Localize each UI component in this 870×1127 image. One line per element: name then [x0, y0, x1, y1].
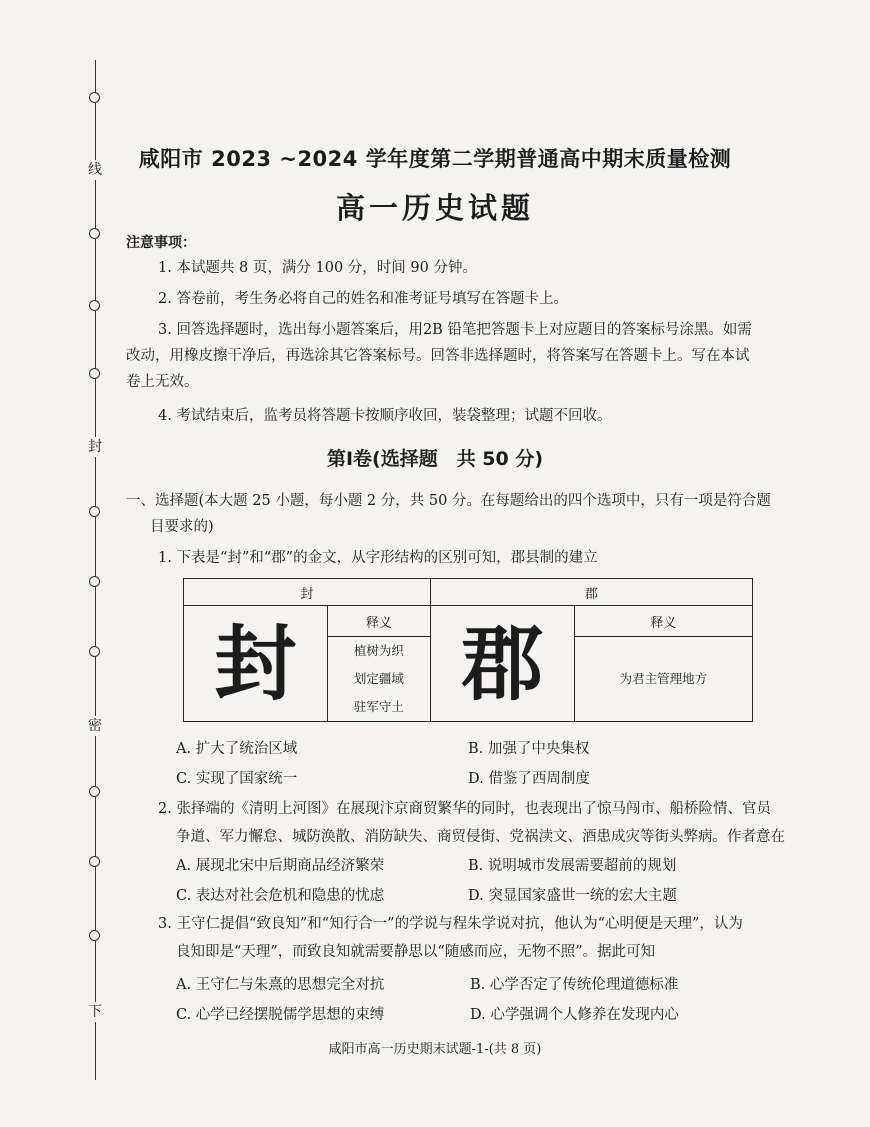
glyph-cell-feng [184, 606, 328, 722]
meaning-head: 释义 [328, 606, 431, 637]
binding-circle [89, 300, 100, 311]
q1-option-a: A. 扩大了统治区域 [176, 741, 298, 757]
binding-circle [89, 576, 100, 587]
q1-option-c: C. 实现了国家统一 [176, 771, 298, 787]
binding-circle [89, 856, 100, 867]
q1-option-d: D. 借鉴了西周制度 [468, 771, 590, 787]
jun-meaning: 为君主管理地方 [574, 637, 752, 722]
binding-mark-xian: 线 [85, 160, 105, 180]
binding-mark-mi: 密 [85, 716, 105, 736]
page-footer: 咸阳市高一历史期末试题-1-(共 8 页) [328, 1042, 542, 1057]
binding-circle [89, 368, 100, 379]
notice-item: 卷上无效。 [126, 374, 199, 390]
binding-circle [89, 228, 100, 239]
binding-circle [89, 646, 100, 657]
exam-title: 咸阳市 2023 ~2024 学年度第二学期普通高中期末质量检测 [138, 147, 732, 171]
binding-circle [89, 506, 100, 517]
binding-circle [89, 786, 100, 797]
section-instruction: 目要求的) [150, 519, 214, 535]
question-3-stem: 3. 王守仁提倡“致良知”和“知行合一”的学说与程朱学说对抗，他认为“心明便是天理”，认为 [158, 916, 743, 932]
section-heading: 第Ⅰ卷(选择题 共 50 分) [326, 448, 544, 470]
meaning-item: 划定疆域 [353, 671, 404, 686]
table-header-jun: 郡 [430, 579, 752, 606]
binding-circle [89, 930, 100, 941]
question-2-stem: 2. 张择端的《清明上河图》在展现汴京商贸繁华的同时，也表现出了惊马闯市、船桥险情、官员 [158, 801, 771, 817]
q2-option-c: C. 表达对社会危机和隐患的忧虑 [176, 888, 385, 904]
glyph-cell-jun [430, 606, 574, 722]
question-1-stem: 1. 下表是“封”和“郡”的金文，从字形结构的区别可知，郡县制的建立 [158, 550, 598, 566]
feng-meanings [328, 637, 431, 722]
table-header-feng: 封 [184, 579, 431, 606]
bronze-glyph-feng: 封 [214, 615, 297, 712]
meaning-item: 驻军守土 [353, 699, 404, 714]
exam-subtitle: 高一历史试题 [335, 191, 534, 225]
binding-circle [89, 92, 100, 103]
notice-item: 改动，用橡皮擦干净后，再选涂其它答案标号。回答非选择题时，将答案写在答题卡上。写在本试 [126, 348, 750, 364]
question-2-stem: 争道、军力懈怠、城防涣散、消防缺失、商贸侵街、党祸渎文、酒患成灾等街头弊病。作者意在 [176, 829, 785, 845]
notice-item: 3. 回答选择题时，选出每小题答案后，用2B 铅笔把答题卡上对应题目的答案标号涂黑。如需 [158, 322, 752, 338]
question-3-stem: 良知即是“天理”，而致良知就需要静思以“随感而应，无物不照”。据此可知 [176, 944, 656, 960]
q2-option-a: A. 展现北宋中后期商品经济繁荣 [176, 858, 385, 874]
q3-option-a: A. 王守仁与朱熹的思想完全对抗 [176, 977, 385, 993]
notice-item: 4. 考试结束后，监考员将答题卡按顺序收回，装袋整理；试题不回收。 [158, 408, 612, 424]
q2-option-b: B. 说明城市发展需要超前的规划 [468, 858, 677, 874]
meaning-head: 释义 [574, 606, 752, 637]
notice-item: 1. 本试题共 8 页，满分 100 分，时间 90 分钟。 [158, 260, 477, 276]
bronze-glyph-jun: 郡 [461, 615, 544, 712]
q2-option-d: D. 突显国家盛世一统的宏大主题 [468, 888, 677, 904]
jinwen-table [183, 578, 753, 722]
q1-option-b: B. 加强了中央集权 [468, 741, 590, 757]
q3-option-d: D. 心学强调个人修养在发现内心 [470, 1007, 679, 1023]
binding-mark-feng: 封 [85, 437, 105, 457]
meaning-item: 植树为织 [353, 643, 404, 658]
q3-option-b: B. 心学否定了传统伦理道德标准 [470, 977, 679, 993]
q3-option-c: C. 心学已经摆脱儒学思想的束缚 [176, 1007, 385, 1023]
binding-mark-xia: 下 [85, 1002, 105, 1022]
notice-heading: 注意事项： [126, 235, 196, 251]
notice-item: 2. 答卷前，考生务必将自己的姓名和准考证号填写在答题卡上。 [158, 291, 568, 307]
section-instruction: 一、选择题(本大题 25 小题，每小题 2 分，共 50 分。在每题给出的四个选项中，只有一项是符合题 [126, 493, 771, 509]
